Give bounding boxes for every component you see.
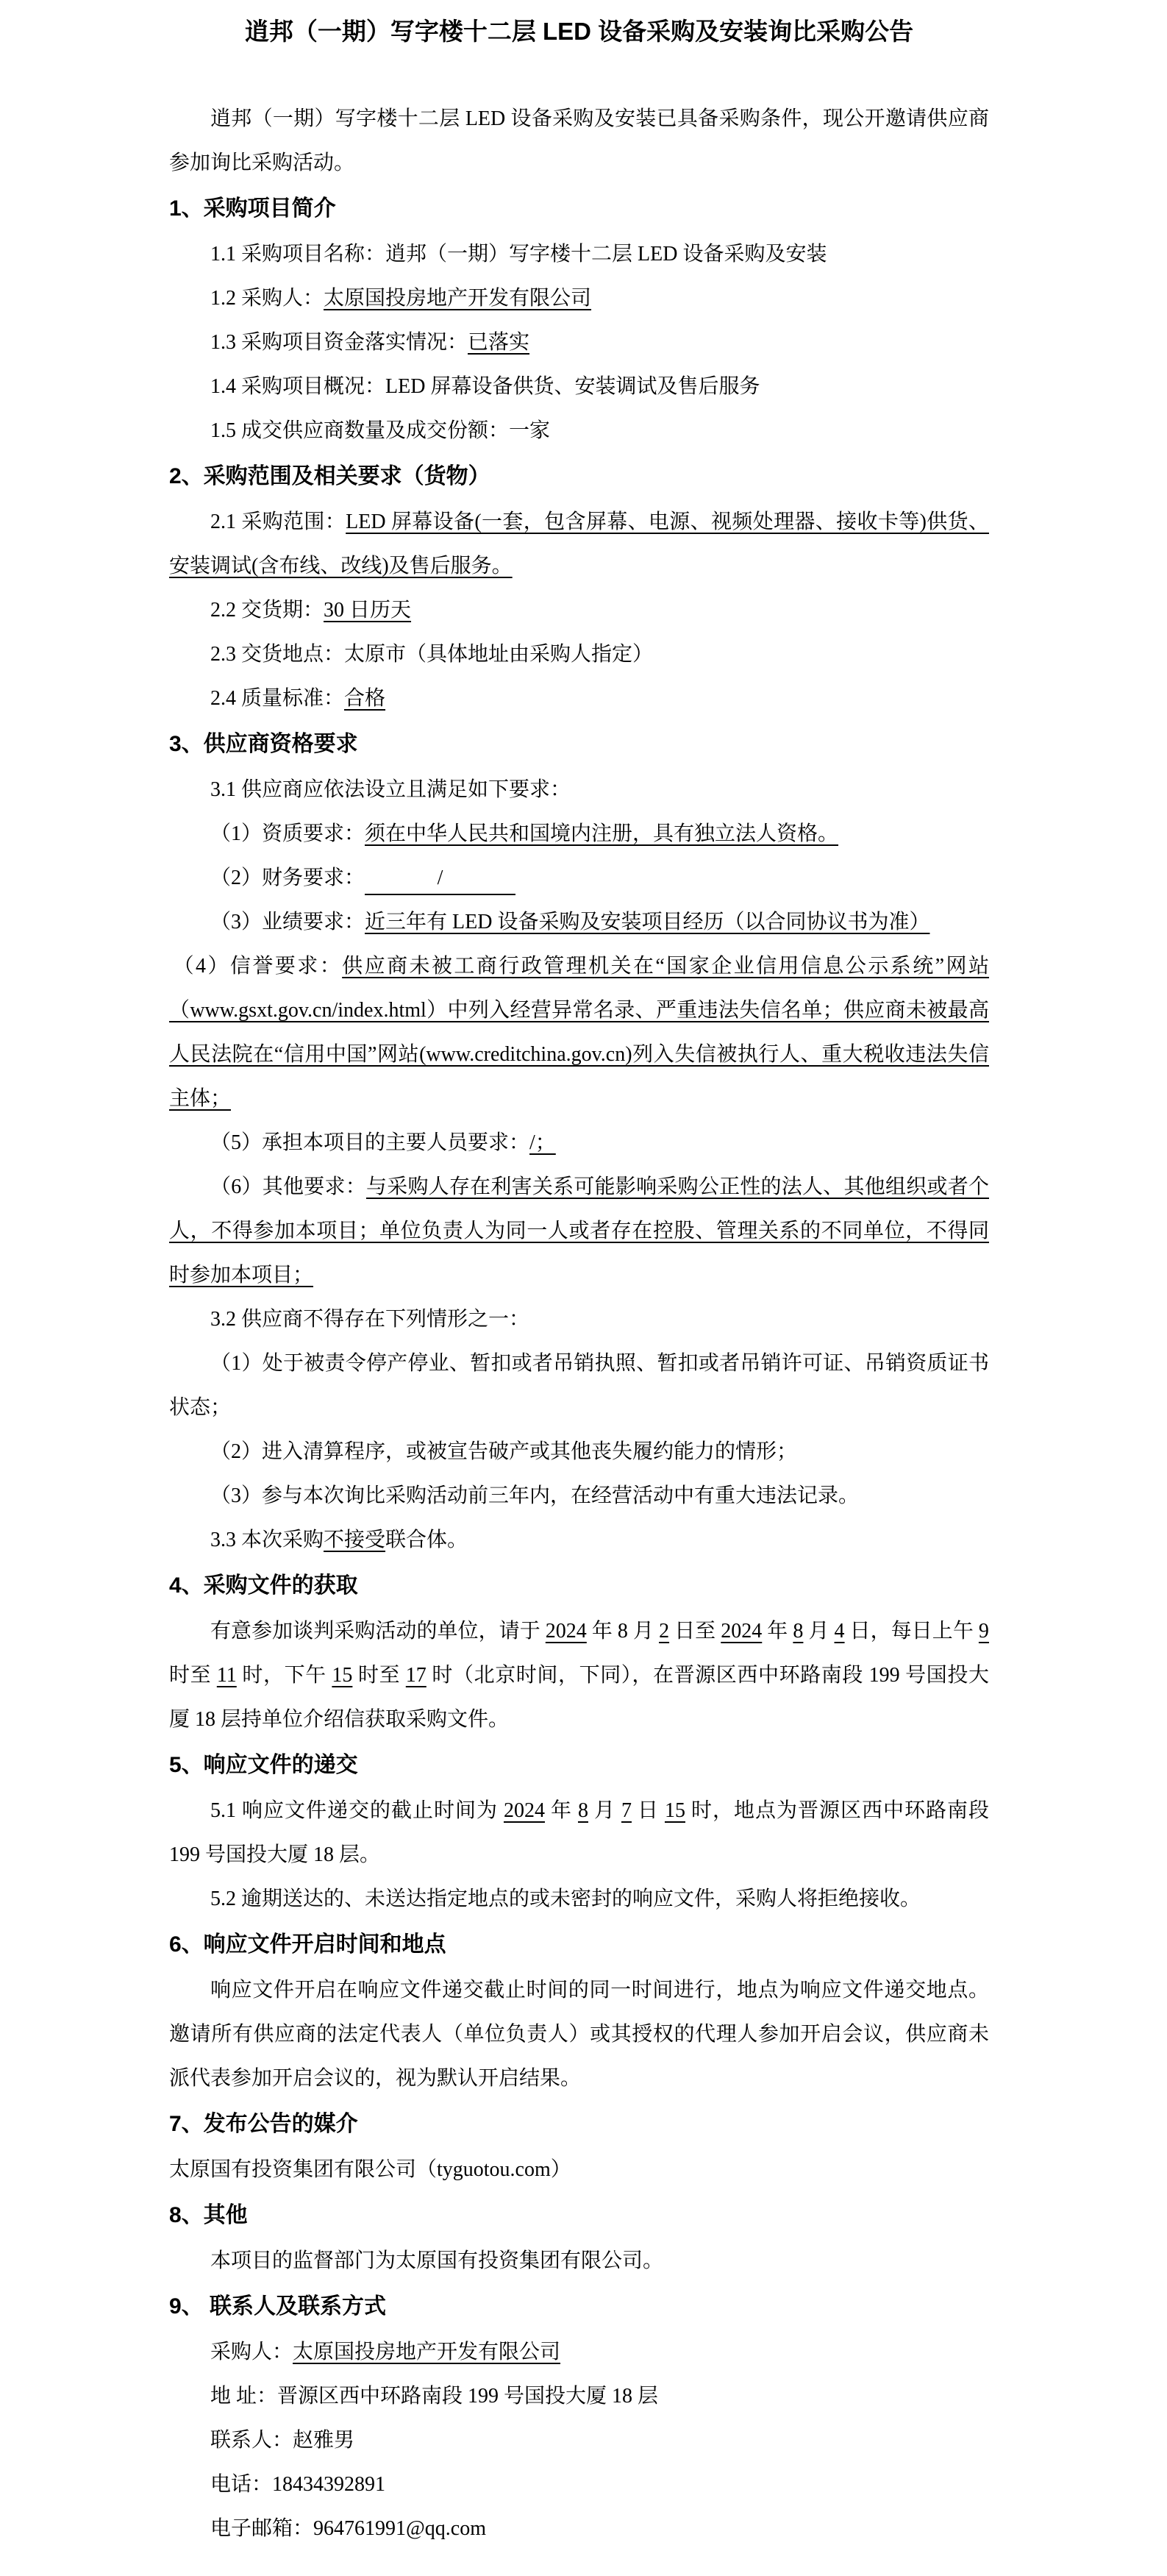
item-3-1: 3.1 供应商应依法设立且满足如下要求： xyxy=(210,778,571,801)
item-label: （6）其他要求： xyxy=(210,1175,366,1198)
item-value: 30 日历天 xyxy=(324,599,412,622)
item-value: 不接受 xyxy=(324,1529,386,1551)
contact-person: 联系人：赵雅男 xyxy=(210,2429,355,2452)
item-5-1 xyxy=(169,1789,989,1877)
section-6-paragraph: 响应文件开启在响应文件递交截止时间的同一时间进行，地点为响应文件递交地点。邀请所有供应商的法定代表人（单位负责人）或其授权的代理人参加开启会议，供应商未派代表参加开启会议的，视为默认开启结果。 xyxy=(169,1979,989,2090)
date-value: 8 xyxy=(793,1620,804,1643)
text-segment: 年 xyxy=(544,1799,578,1822)
requirement-1 xyxy=(169,812,989,856)
time-value: 11 xyxy=(216,1664,237,1687)
item-value: 已落实 xyxy=(468,331,530,354)
document-page xyxy=(169,13,989,2551)
item-value: 供应商未被工商行政管理机关在“国家企业信用信息公示系统”网站（www.gsxt.gov.cn/index.html）中列入经营异常名录、严重违法失信名单；供应商未被最高人民法院在“信用中国”网站(www.creditchina.gov.cn)列入失信被执行人、重大税收违法失信主体； xyxy=(169,955,989,1110)
date-value: 4 xyxy=(834,1620,845,1643)
text-segment: 有意参加谈判采购活动的单位，请于 xyxy=(210,1620,546,1643)
text-segment: 时，地点为晋源区西中环路南段 199 号国投大厦 18 层。 xyxy=(169,1799,989,1866)
item-value: 逍邦（一期）写字楼十二层 LED 设备采购及安装 xyxy=(385,243,827,266)
section-4-paragraph xyxy=(169,1609,989,1742)
item-value: 与采购人存在利害关系可能影响采购公正性的法人、其他组织或者个人，不得参加本项目；单位负责人为同一人或者存在控股、管理关系的不同单位，不得同时参加本项目； xyxy=(169,1175,989,1287)
text-segment: 月 xyxy=(803,1620,835,1643)
text-segment: 时，下午 xyxy=(236,1664,332,1687)
item-value: 太原市（具体地址由采购人指定） xyxy=(344,643,654,666)
item-label: （2）财务要求： xyxy=(210,867,365,889)
text-segment: 年 xyxy=(762,1620,793,1643)
date-value: 2024 xyxy=(503,1799,545,1822)
item-text: 3.3 本次采购 xyxy=(210,1529,324,1551)
intro-paragraph: 逍邦（一期）写字楼十二层 LED 设备采购及安装已具备采购条件，现公开邀请供应商参加询比采购活动。 xyxy=(169,107,989,174)
item-3-3 xyxy=(169,1518,989,1562)
item-value: LED 屏幕设备供货、安装调试及售后服务 xyxy=(385,375,760,398)
item-value: 合格 xyxy=(344,687,386,710)
section-heading-2: 2、采购范围及相关要求（货物） xyxy=(169,464,490,488)
item-label: 1.5 成交供应商数量及成交份额： xyxy=(210,419,510,442)
section-heading-6: 6、响应文件开启时间和地点 xyxy=(169,1932,446,1957)
item-value: /； xyxy=(529,1131,556,1154)
item-1-4 xyxy=(169,365,989,409)
item-label: 1.3 采购项目资金落实情况： xyxy=(210,331,468,354)
item-label: （5）承担本项目的主要人员要求： xyxy=(210,1131,530,1154)
item-2-1 xyxy=(169,500,989,588)
text-segment: 时至 xyxy=(352,1664,406,1687)
date-value: 2024 xyxy=(721,1620,763,1643)
item-value: 近三年有 LED 设备采购及安装项目经历（以合同协议书为准） xyxy=(365,911,930,933)
item-label: 2.3 交货地点： xyxy=(210,643,345,666)
item-2-4 xyxy=(169,677,989,721)
blank-field: / xyxy=(365,863,515,895)
item-label: （3）业绩要求： xyxy=(210,911,365,933)
date-value: 7 xyxy=(621,1799,632,1822)
item-1-1 xyxy=(169,232,989,277)
media-line: 太原国有投资集团有限公司（tyguotou.com） xyxy=(169,2158,571,2181)
contact-address: 地 址：晋源区西中环路南段 199 号国投大厦 18 层 xyxy=(210,2385,659,2408)
text-segment: 年 8 月 xyxy=(586,1620,660,1643)
item-label: （1）资质要求： xyxy=(210,822,365,845)
requirement-4 xyxy=(169,944,989,1121)
item-value: 太原国投房地产开发有限公司 xyxy=(324,287,592,310)
item-2-3 xyxy=(169,633,989,677)
item-label: 2.2 交货期： xyxy=(210,599,324,622)
time-value: 15 xyxy=(332,1664,353,1687)
item-value: 须在中华人民共和国境内注册，具有独立法人资格。 xyxy=(365,822,839,845)
item-3-2: 3.2 供应商不得存在下列情形之一： xyxy=(210,1308,530,1331)
text-segment: 日至 xyxy=(669,1620,721,1643)
text-segment: 日 xyxy=(631,1799,665,1822)
item-1-2 xyxy=(169,277,989,321)
contact-phone: 电话：18434392891 xyxy=(210,2473,386,2496)
item-value: 一家 xyxy=(509,419,551,442)
item-1-5 xyxy=(169,409,989,453)
item-label: 1.1 采购项目名称： xyxy=(210,243,386,266)
section-heading-8: 8、其他 xyxy=(169,2203,248,2227)
text-segment: 日，每日上午 xyxy=(844,1620,979,1643)
time-value: 15 xyxy=(664,1799,685,1822)
condition-2: （2）进入清算程序，或被宣告破产或其他丧失履约能力的情形； xyxy=(210,1440,798,1463)
contact-buyer xyxy=(169,2330,989,2374)
date-value: 2 xyxy=(659,1620,670,1643)
section-heading-7: 7、发布公告的媒介 xyxy=(169,2112,358,2136)
item-value: 太原国投房地产开发有限公司 xyxy=(293,2341,561,2363)
page-title: 逍邦（一期）写字楼十二层 LED 设备采购及安装询比采购公告 xyxy=(244,18,914,45)
time-value: 17 xyxy=(405,1664,427,1687)
section-heading-3: 3、供应商资格要求 xyxy=(169,732,358,756)
item-2-2 xyxy=(169,588,989,633)
condition-3: （3）参与本次询比采购活动前三年内，在经营活动中有重大违法记录。 xyxy=(210,1484,860,1507)
supervision-line: 本项目的监督部门为太原国有投资集团有限公司。 xyxy=(210,2249,664,2272)
time-value: 9 xyxy=(978,1620,989,1643)
item-label: 2.4 质量标准： xyxy=(210,687,345,710)
section-heading-1: 1、采购项目简介 xyxy=(169,196,336,221)
date-value: 8 xyxy=(577,1799,588,1822)
date-value: 2024 xyxy=(545,1620,587,1643)
item-1-3 xyxy=(169,321,989,365)
item-label: 2.1 采购范围： xyxy=(210,510,346,533)
item-label: （4）信誉要求： xyxy=(173,955,343,978)
section-heading-5: 5、响应文件的递交 xyxy=(169,1753,358,1777)
item-label: 1.4 采购项目概况： xyxy=(210,375,386,398)
section-heading-4: 4、采购文件的获取 xyxy=(169,1573,358,1598)
text-segment: 月 xyxy=(588,1799,621,1822)
requirement-2 xyxy=(169,856,989,900)
requirement-5 xyxy=(169,1121,989,1165)
text-segment: 时（北京时间，下同），在晋源区西中环路南段 199 号国投大厦 18 层持单位介绍信获取采购文件。 xyxy=(169,1664,989,1731)
text-segment: 5.1 响应文件递交的截止时间为 xyxy=(210,1799,504,1822)
section-heading-9: 9、 联系人及联系方式 xyxy=(169,2294,387,2319)
requirement-3 xyxy=(169,900,989,944)
item-5-2: 5.2 逾期送达的、未送达指定地点的或未密封的响应文件，采购人将拒绝接收。 xyxy=(210,1887,921,1910)
item-value: LED 屏幕设备(一套，包含屏幕、电源、视频处理器、接收卡等)供货、安装调试(含布线、改线)及售后服务。 xyxy=(169,510,989,577)
item-text: 联合体。 xyxy=(385,1529,468,1551)
item-label: 采购人： xyxy=(210,2341,293,2363)
text-segment: 时至 xyxy=(169,1664,217,1687)
item-label: 1.2 采购人： xyxy=(210,287,324,310)
condition-1: （1）处于被责令停产停业、暂扣或者吊销执照、暂扣或者吊销许可证、吊销资质证书状态； xyxy=(169,1352,989,1419)
contact-email: 电子邮箱：964761991@qq.com xyxy=(210,2517,486,2540)
requirement-6 xyxy=(169,1165,989,1298)
